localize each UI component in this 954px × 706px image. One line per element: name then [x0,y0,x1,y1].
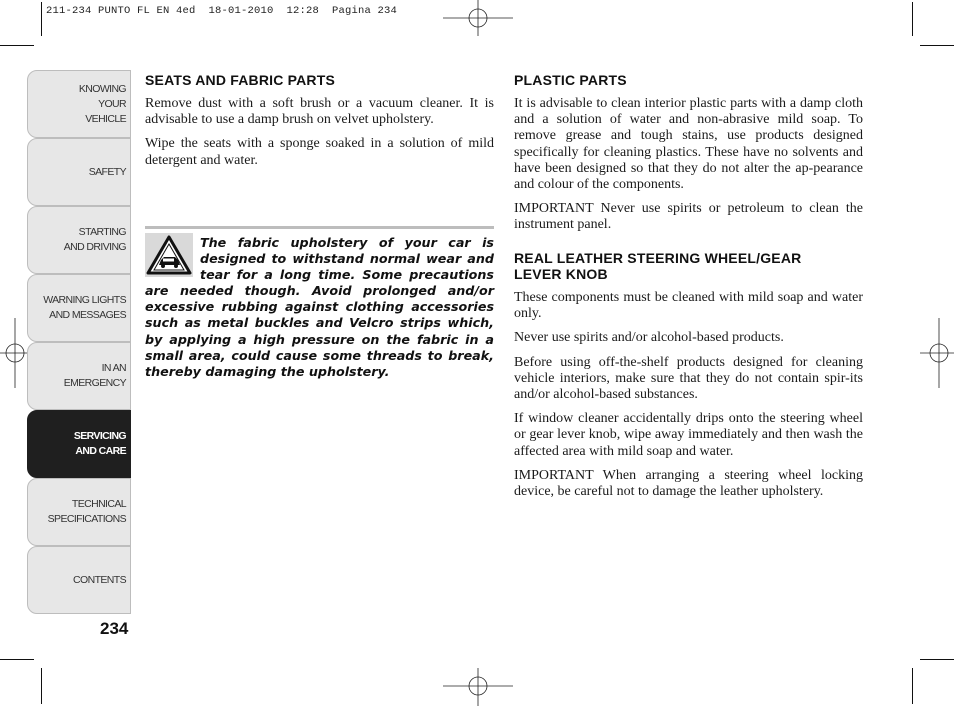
warning-divider [145,226,494,229]
tab-knowing-your-vehicle[interactable]: KNOWING YOUR VEHICLE [27,70,131,138]
crop-mark [0,45,34,46]
tab-safety[interactable]: SAFETY [27,138,131,206]
tab-starting-and-driving[interactable]: STARTING AND DRIVING [27,206,131,274]
registration-mark-icon [920,318,954,388]
crop-mark [41,668,42,704]
tab-in-an-emergency[interactable]: IN AN EMERGENCY [27,342,131,410]
plastic-paragraph: It is advisable to clean interior plastic parts with a damp cloth and a solution of water and non-abrasive mild soap. To remove grease and tough stains, use products designed specifically for cleaning plastics. These have no solvents and have been designed so that they do not alter the ap-pearance and colour of the components. [514,96,863,193]
plastic-paragraph: IMPORTANT Never use spirits or petroleum to clean the instrument panel. [514,201,863,233]
plastic-section [514,72,863,234]
tab-contents[interactable]: CONTENTS [27,546,131,614]
seats-paragraph: Wipe the seats with a sponge soaked in a solution of mild detergent and water. [145,136,494,168]
seats-section [145,72,494,169]
warning-icon-spacer [145,235,200,275]
crop-mark [0,659,34,660]
page-number: 234 [100,619,129,638]
warning-text-body: The fabric upholstery of your car is designed to withstand normal wear and tear for a long time. Some precautions are needed though. Avoid prolonged and/or excessive rubbing against clothing accessories such as metal buckles and Velcro strips which, by applying a high pressure on the fabric in a small area, could cause some threads to break, thereby damaging the upholstery. [145,235,494,379]
crop-mark [912,2,913,36]
plastic-heading: PLASTIC PARTS [514,72,627,88]
leather-paragraph: Never use spirits and/or alcohol-based products. [514,330,784,346]
tab-servicing-and-care[interactable]: SERVICING AND CARE [27,410,131,478]
crop-mark [920,45,954,46]
leather-paragraph: These components must be cleaned with mild soap and water only. [514,290,863,322]
leather-paragraph: IMPORTANT When arranging a steering wheel locking device, be careful not to damage the leather upholstery. [514,467,863,500]
tab-technical-specifications[interactable]: TECHNICAL SPECIFICATIONS [27,478,131,546]
leather-paragraph: If window cleaner accidentally drips onto the steering wheel or gear lever knob, wipe away immediately and then wash the affected area with mild soap and water. [514,411,863,459]
leather-paragraph: Before using off-the-shelf products designed for cleaning vehicle interiors, make sure that they do not contain spir-its and/or alcohol-based substances. [514,354,863,403]
seats-paragraph: Remove dust with a soft brush or a vacuum cleaner. It is advisable to use a damp brush on velvet upholstery. [145,96,494,128]
leather-heading: REAL LEATHER STEERING WHEEL/GEAR LEVER KNOB [514,250,802,282]
crop-mark [920,659,954,660]
seats-heading: SEATS AND FABRIC PARTS [145,72,336,88]
registration-mark-icon [443,0,513,38]
registration-mark-icon [443,668,513,706]
leather-section [514,250,863,500]
crop-mark [912,668,913,704]
tab-warning-lights-and-messages[interactable]: WARNING LIGHTS AND MESSAGES [27,274,131,342]
crop-mark [41,2,42,36]
print-header: 211-234 PUNTO FL EN 4ed 18-01-2010 12:28 Pagina 234 [46,5,398,17]
warning-text [145,235,494,380]
